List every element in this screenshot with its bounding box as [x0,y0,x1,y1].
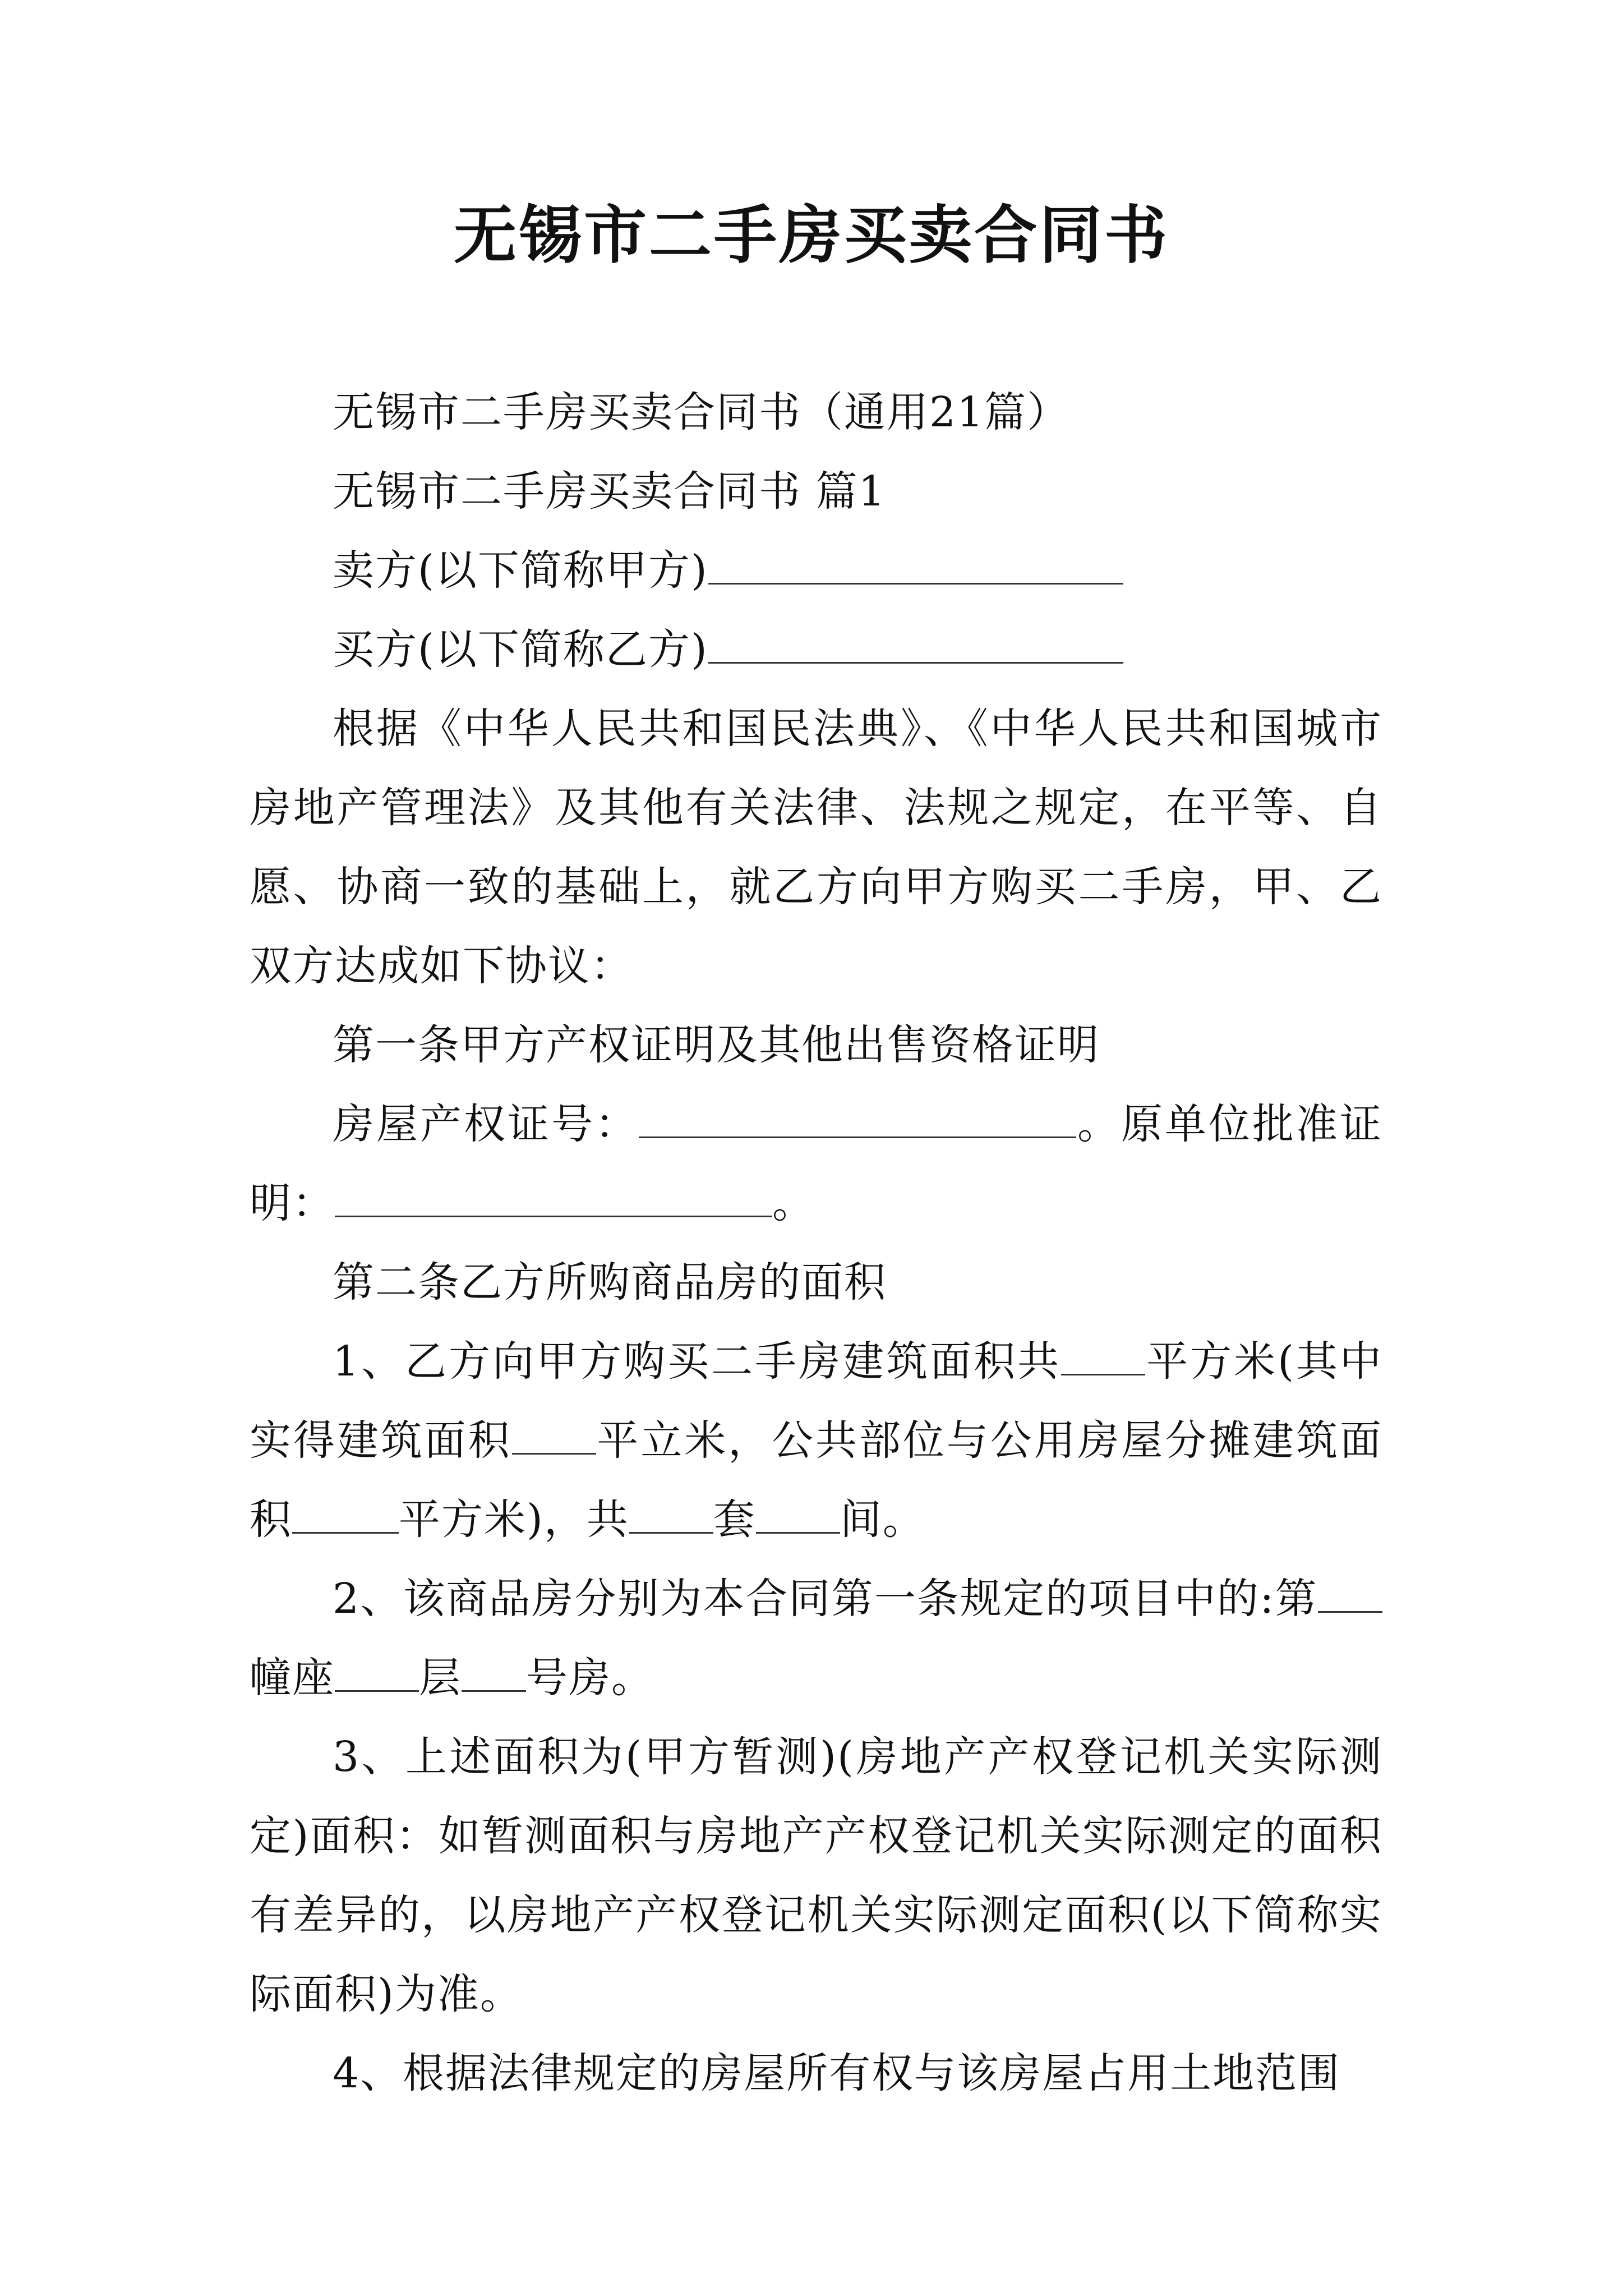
paragraph-article-1: 第一条甲方产权证明及其他出售资格证明 [333,1021,1100,1069]
location-text-a: 2、该商品房分别为本合同第一条规定的项目中的:第 [333,1575,1318,1623]
location-building-blank [1318,1576,1382,1613]
area-actual-blank [512,1418,596,1455]
location-text-b: 幢座 [250,1654,335,1702]
approval-cert-label: 。原单位批准证明： [250,1100,1382,1227]
document-title: 无锡市二手房买卖合同书 [454,199,1169,272]
area-shared-blank [292,1497,399,1534]
paragraph-property-cert [250,1085,1382,1243]
approval-cert-blank-line [335,1180,772,1217]
area-total-blank [1061,1338,1145,1375]
location-text-c: 层 [419,1654,462,1702]
paragraph-article-2: 第二条乙方所购商品房的面积 [333,1258,887,1306]
area-text-a: 1、乙方向甲方购买二手房建筑面积共 [333,1337,1062,1386]
paragraph-preamble: 根据《中华人民共和国民法典》、《中华人民共和国城市房地产管理法》及其他有关法律、法规之规定，在平等、自愿、协商一致的基础上，就乙方向甲方购买二手房，甲、乙双方达成如下协议： [250,705,1382,990]
area-text-c: 平立米，公共部位与公用房屋分摊建筑面积 [250,1416,1382,1544]
buyer-blank-line [708,627,1123,664]
area-rooms-blank [756,1497,840,1534]
seller-blank-line [708,547,1123,585]
seller-label: 卖方(以下简称甲方) [333,546,708,595]
paragraph-subtitle: 无锡市二手房买卖合同书（通用21篇） [333,388,1070,436]
area-sets-blank [629,1497,713,1534]
paragraph-ownership: 4、根据法律规定的房屋所有权与该房屋占用土地范围 [333,2049,1341,2097]
paragraph-location [250,1559,1382,1718]
property-cert-blank-line [639,1101,1076,1138]
buyer-label: 买方(以下简称乙方) [333,625,708,674]
approval-cert-end: 。 [772,1179,815,1227]
area-text-b: 平方米(其中实得建筑面积 [250,1337,1382,1465]
area-text-e: 套 [713,1496,756,1544]
paragraph-area-measurement: 3、上述面积为(甲方暂测)(房地产产权登记机关实际测定)面积：如暂测面积与房地产产权登记机关实际测定的面积有差异的，以房地产产权登记机关实际测定面积(以下简称实际面积)为准。 [250,1733,1382,2018]
paragraph-section-heading: 无锡市二手房买卖合同书 篇1 [333,467,886,516]
paragraph-area [250,1322,1382,1559]
property-cert-label: 房屋产权证号： [333,1100,639,1148]
paragraph-seller [250,531,1382,610]
paragraph-buyer [250,610,1382,689]
area-text-d: 平方米)，共 [399,1496,629,1544]
document-body [250,373,1382,2113]
area-text-f: 间。 [840,1496,925,1544]
location-floor-blank [335,1655,419,1692]
location-text-d: 号房。 [526,1654,654,1702]
location-room-blank [462,1655,526,1692]
